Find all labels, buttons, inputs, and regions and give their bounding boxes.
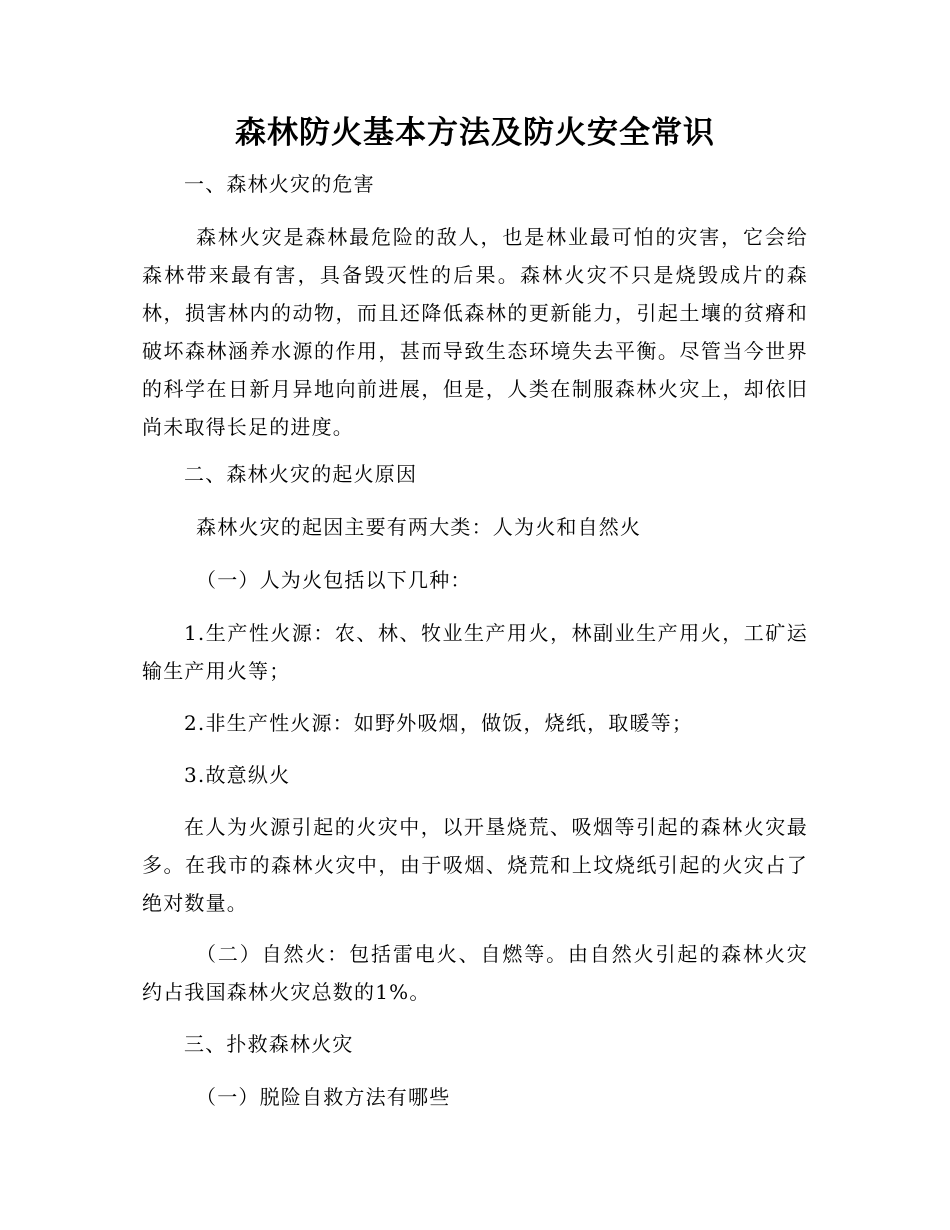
- list-item-1: 1.生产性火源：农、林、牧业生产用火，林副业生产用火，工矿运输生产用火等；: [142, 621, 808, 683]
- section-heading-2: 二、森林火灾的起火原因: [184, 462, 418, 486]
- list-item-3: 3.故意纵火: [184, 763, 291, 787]
- subheading-self-rescue: （一）脱险自救方法有哪些: [196, 1085, 451, 1109]
- paragraph-human-fire-stats: 在人为火源引起的火灾中，以开垦烧荒、吸烟等引起的森林火灾最多。在我市的森林火灾中，由于吸烟、烧荒和上坟烧纸引起的火灾占了绝对数量。: [142, 815, 808, 915]
- section-heading-3: 三、扑救森林火灾: [184, 1032, 354, 1056]
- paragraph-fire-causes: 森林火灾的起因主要有两大类：人为火和自然火: [196, 515, 642, 539]
- list-item-2: 2.非生产性火源：如野外吸烟，做饭，烧纸，取暖等；: [184, 711, 694, 735]
- section-heading-1: 一、森林火灾的危害: [184, 172, 375, 196]
- paragraph-natural-fire: （二）自然火：包括雷电火、自燃等。由自然火引起的森林火灾约占我国森林火灾总数的1%。: [142, 942, 808, 1004]
- document-title: 森林防火基本方法及防火安全常识: [235, 115, 715, 151]
- paragraph-fire-hazards: 森林火灾是森林最危险的敌人，也是林业最可怕的灾害，它会给森林带来最有害，具备毁灭性的后果。森林火灾不只是烧毁成片的森林，损害林内的动物，而且还降低森林的更新能力，引起土壤的贫瘠和破坏森林涵养水源的作用，甚而导致生态环境失去平衡。尽管当今世界的科学在日新月异地向前进展，但是，人类在制服森林火灾上，却依旧尚未取得长足的进度。: [142, 225, 808, 439]
- subheading-human-fire: （一）人为火包括以下几种：: [196, 568, 472, 592]
